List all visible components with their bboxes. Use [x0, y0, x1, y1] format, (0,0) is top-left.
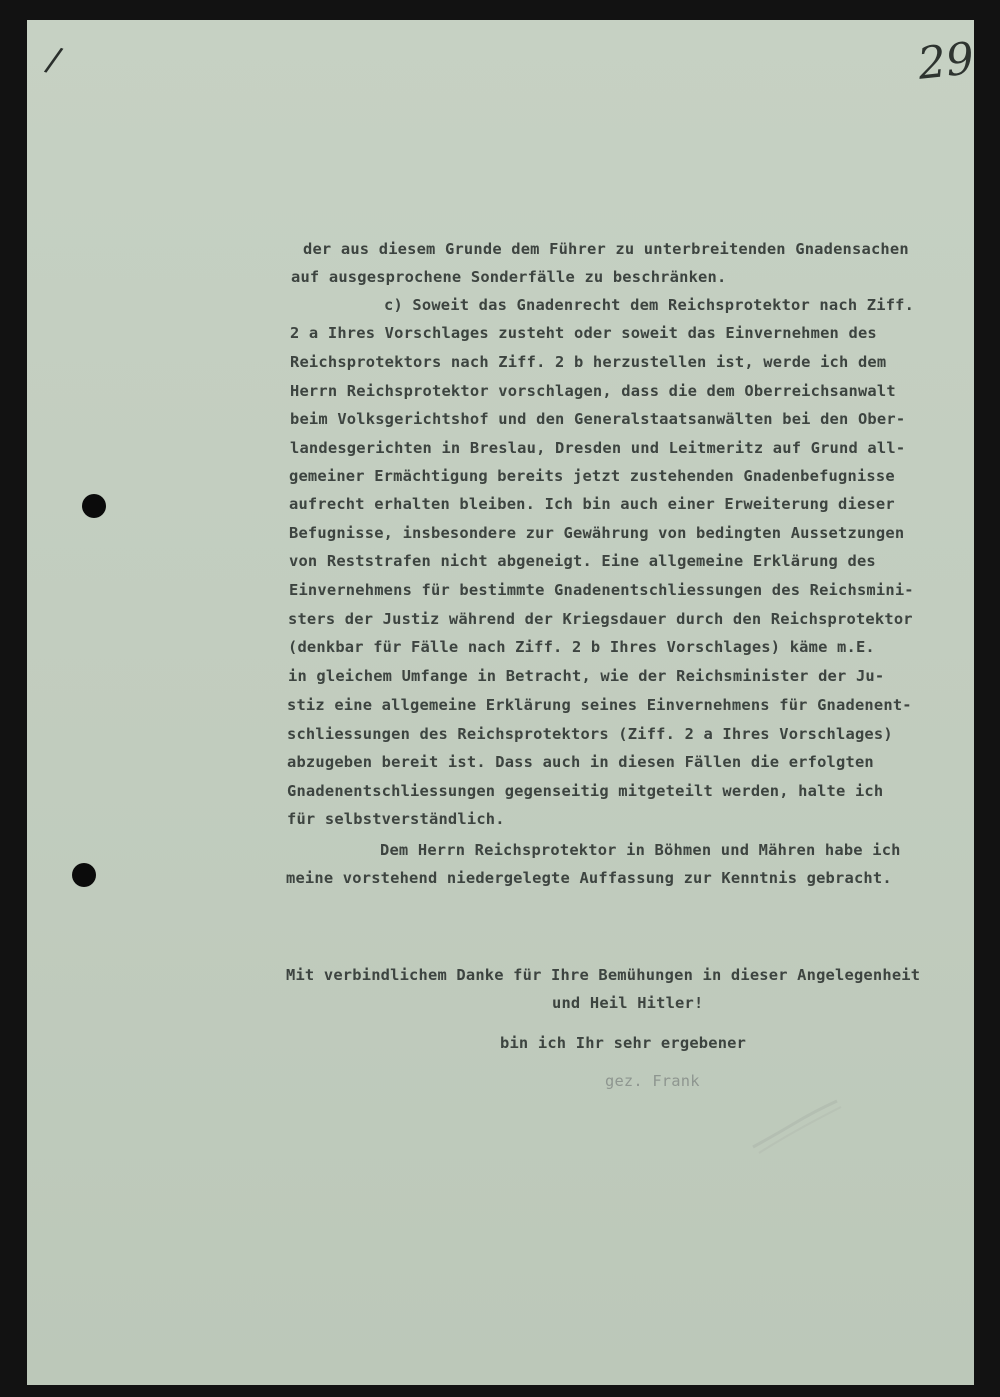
faint-stamp-trace: [745, 1095, 845, 1155]
body-line: 2 a Ihres Vorschlages zusteht oder soweit das Einvernehmen des: [290, 324, 877, 342]
body-line: stiz eine allgemeine Erklärung seines Einvernehmens für Gnadenent-: [287, 696, 912, 714]
punch-hole-bottom: [72, 863, 96, 887]
body-line: Dem Herrn Reichsprotektor in Böhmen und Mähren habe ich: [380, 841, 901, 859]
body-line: in gleichem Umfange in Betracht, wie der Reichsminister der Ju-: [288, 667, 885, 685]
body-line: sters der Justiz während der Kriegsdauer durch den Reichsprotektor: [288, 610, 913, 628]
body-line: für selbstverständlich.: [287, 810, 505, 828]
body-line: auf ausgesprochene Sonderfälle zu beschränken.: [291, 268, 727, 286]
body-line: aufrecht erhalten bleiben. Ich bin auch einer Erweiterung dieser: [289, 495, 895, 513]
body-line: Befugnisse, insbesondere zur Gewährung von bedingten Aussetzungen: [289, 524, 905, 542]
body-line: meine vorstehend niedergelegte Auffassung zur Kenntnis gebracht.: [286, 869, 892, 887]
punch-hole-top: [82, 494, 106, 518]
body-line: Einvernehmens für bestimmte Gnadenentschliessungen des Reichsmini-: [289, 581, 914, 599]
corner-mark: /: [42, 39, 66, 81]
body-line: abzugeben bereit ist. Dass auch in diesen Fällen die erfolgten: [287, 753, 874, 771]
body-line: gemeiner Ermächtigung bereits jetzt zustehenden Gnadenbefugnisse: [289, 467, 895, 485]
closing-valediction: bin ich Ihr sehr ergebener: [500, 1034, 747, 1052]
handwritten-page-number: 29: [915, 33, 977, 90]
closing-salutation: Mit verbindlichem Danke für Ihre Bemühungen in dieser Angelegenheit: [286, 966, 921, 984]
body-line: von Reststrafen nicht abgeneigt. Eine allgemeine Erklärung des: [289, 552, 876, 570]
body-line: beim Volksgerichtshof und den Generalstaatsanwälten bei den Ober-: [290, 410, 906, 428]
body-line: Herrn Reichsprotektor vorschlagen, dass die dem Oberreichsanwalt: [290, 382, 896, 400]
body-line: landesgerichten in Breslau, Dresden und Leitmeritz auf Grund all-: [290, 439, 906, 457]
body-line: schliessungen des Reichsprotektors (Ziff. 2 a Ihres Vorschlages): [287, 725, 893, 743]
body-line: c) Soweit das Gnadenrecht dem Reichsprotektor nach Ziff.: [384, 296, 915, 314]
signature-line: gez. Frank: [605, 1072, 700, 1090]
body-line: der aus diesem Grunde dem Führer zu unterbreitenden Gnadensachen: [303, 240, 909, 258]
closing-greeting: und Heil Hitler!: [552, 994, 704, 1012]
body-line: (denkbar für Fälle nach Ziff. 2 b Ihres Vorschlages) käme m.E.: [288, 638, 875, 656]
body-line: Gnadenentschliessungen gegenseitig mitgeteilt werden, halte ich: [287, 782, 884, 800]
body-line: Reichsprotektors nach Ziff. 2 b herzustellen ist, werde ich dem: [290, 353, 887, 371]
